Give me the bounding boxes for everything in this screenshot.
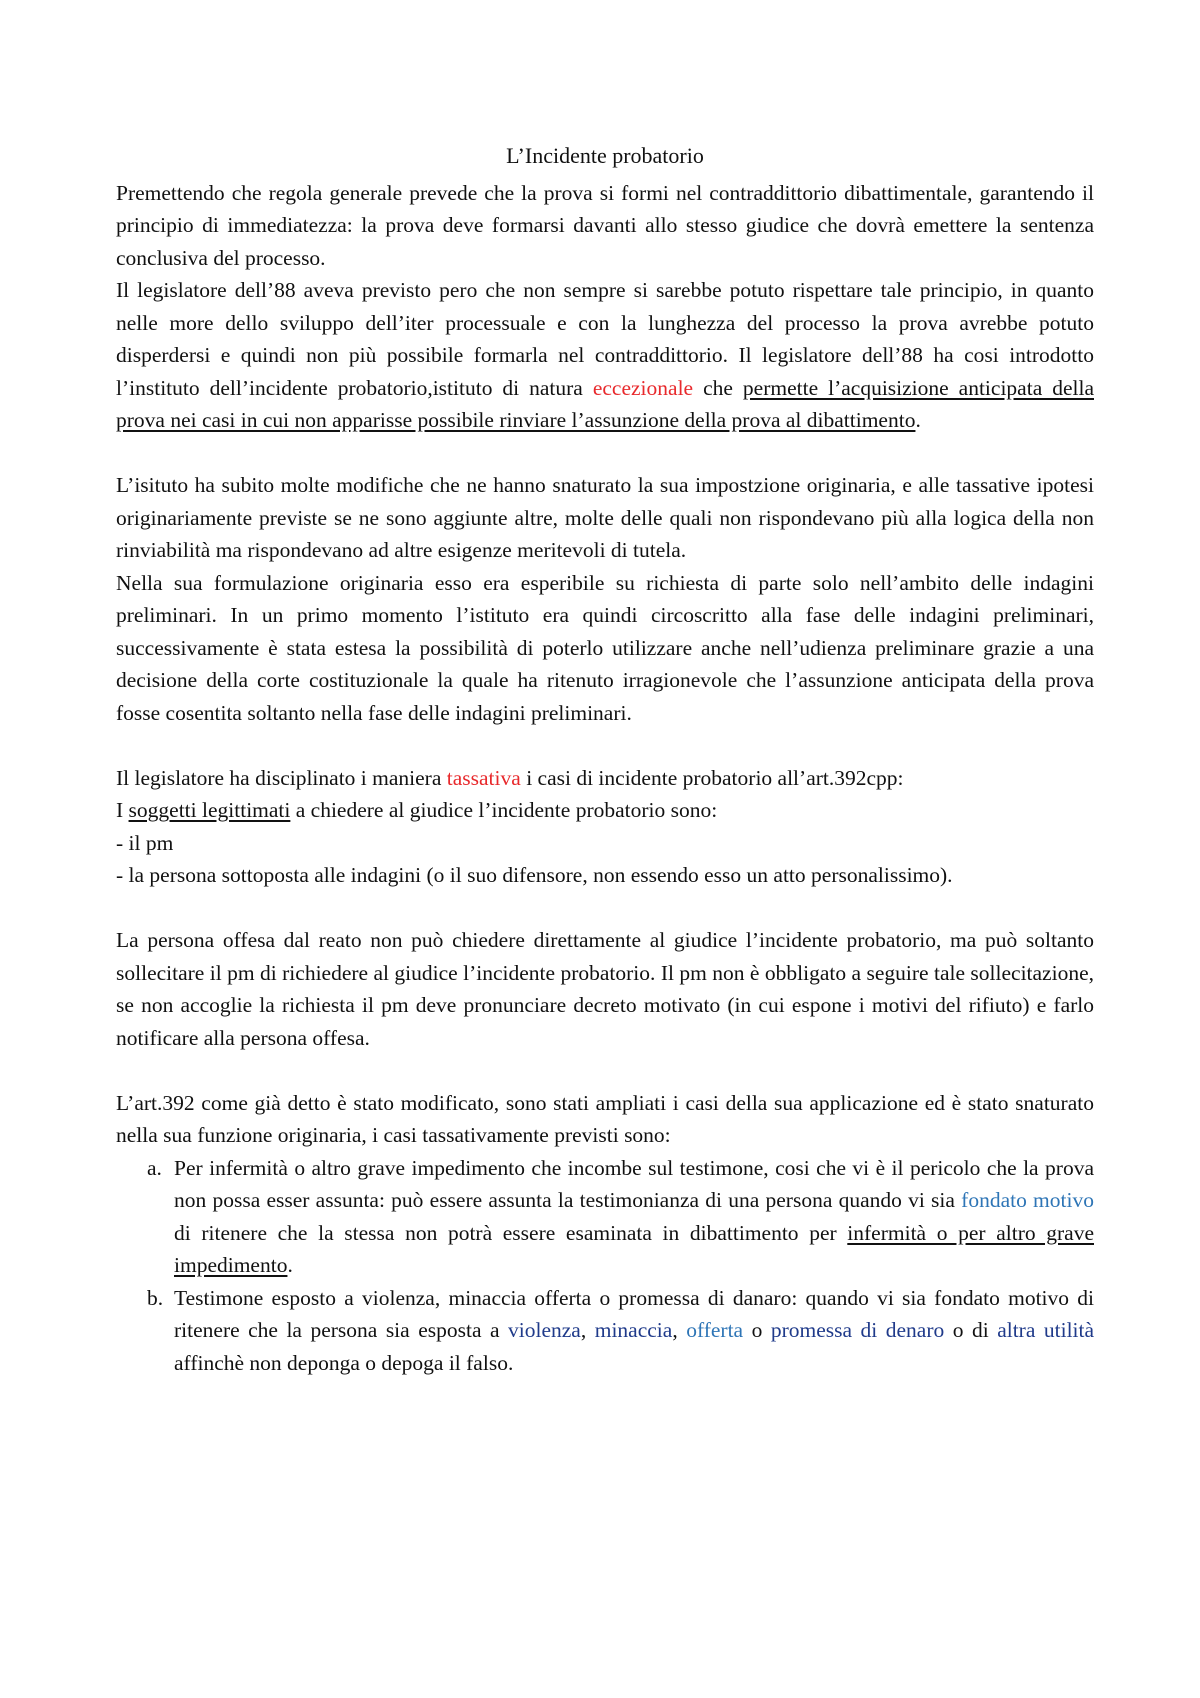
blank-line	[116, 892, 1094, 925]
case-text: .	[287, 1253, 293, 1277]
list-item-pm: - il pm	[116, 830, 174, 855]
emphasis-promessa-di-denaro: promessa di denaro	[770, 1318, 945, 1342]
emphasis-tassativa: tassativa	[446, 765, 521, 790]
case-text: o di	[944, 1318, 998, 1342]
list-marker: b.	[147, 1285, 164, 1310]
emphasis-violenza: violenza	[508, 1318, 581, 1342]
underlined-soggetti-legittimati: soggetti legittimati	[128, 798, 291, 822]
paragraph-modifications: L’isituto ha subito molte modifiche che ne hanno snaturato la sua impostzione originaria, e alle tassative ipotesi originariamente previste se ne sono aggiunte altre, molte delle quali non rispondevano più alla logica della non rinviabilità ma rispondevano ad altre esigenze meritevoli di tutela.	[116, 473, 1094, 562]
paragraph-text: .	[915, 408, 921, 432]
paragraph-text: a chiedere al giudice l’incidente probatorio sono:	[290, 798, 718, 822]
paragraph-art-392-modified: L’art.392 come già detto è stato modificato, sono stati ampliati i casi della sua applicazione ed è stato snaturato nella sua funzione originaria, i casi tassativamente previsti sono:	[116, 1090, 1094, 1147]
case-item-a	[116, 1152, 1094, 1282]
emphasis-eccezionale: eccezionale	[592, 375, 694, 400]
cases-list	[116, 1152, 1094, 1380]
paragraph-intro: Premettendo che regola generale prevede che la prova si formi nel contraddittorio dibattimentale, garantendo il principio di immediatezza: la prova deve formarsi davanti allo stesso giudice che dovrà emettere la sentenza conclusiva del processo.	[116, 180, 1094, 270]
case-text: Per infermità o altro grave impedimento che incombe sul testimone, cosi che vi è il pericolo che la prova non possa esser assunta: può essere assunta la testimonianza di una persona quando vi sia	[174, 1155, 1094, 1212]
case-text: affinchè non deponga o depoga il falso.	[174, 1350, 514, 1375]
document-title: L’Incidente probatorio	[506, 143, 704, 168]
emphasis-altra-utilita: altra utilità	[997, 1318, 1095, 1342]
paragraph-text: I	[116, 798, 129, 822]
paragraph-text: Il legislatore ha disciplinato i maniera	[116, 765, 447, 790]
case-text: ,	[580, 1318, 595, 1342]
paragraph-text: i casi di incidente probatorio all’art.392cpp:	[520, 765, 904, 790]
case-text: Testimone esposto a violenza, minaccia offerta o promessa di danaro: quando vi sia fondato motivo di ritenere che la persona sia esposta a	[174, 1285, 1094, 1342]
emphasis-fondato-motivo: fondato motivo	[961, 1188, 1094, 1212]
list-item-persona-sottoposta: - la persona sottoposta alle indagini (o il suo difensore, non essendo esso un atto personalissimo).	[116, 863, 953, 887]
blank-line	[116, 1054, 1094, 1087]
paragraph-original-formulation: Nella sua formulazione originaria esso era esperibile su richiesta di parte solo nell’ambito delle indagini preliminari. In un primo momento l’istituto era quindi circoscritto alla fase delle indagini preliminari, successivamente è stata estesa la possibilità di poterlo utilizzare anche nell’udienza preliminare grazie a una decisione della corte costituzionale la quale ha ritenuto irragionevole che l’assunzione anticipata della prova fosse cosentita soltanto nella fase delle indagini preliminari.	[116, 570, 1094, 725]
paragraph-art-392	[116, 762, 1094, 795]
underlined-definition: permette l’acquisizione anticipata della prova nei casi in cui non apparisse possibile rinviare l’assunzione della prova al dibattimento	[116, 375, 1094, 432]
emphasis-minaccia: minaccia	[594, 1318, 673, 1342]
underlined-infermita: infermità o per altro grave impedimento	[174, 1220, 1094, 1277]
emphasis-offerta: offerta	[686, 1318, 744, 1342]
case-text: ,	[672, 1318, 687, 1342]
case-text: di ritenere che la stessa non potrà essere esaminata in dibattimento per	[174, 1220, 848, 1245]
paragraph-text: Il legislatore dell’88 aveva previsto pero che non sempre si sarebbe potuto rispettare tale principio, in quanto nelle more dello sviluppo dell’iter processuale e con la lunghezza del processo la prova avrebbe potuto disperdersi e quindi non più possibile formarla nel contraddittorio. Il legislatore dell’88 ha cosi introdotto l’instituto dell’incidente probatorio,istituto di natura	[116, 278, 1094, 400]
blank-line	[116, 729, 1094, 762]
document-body	[116, 140, 1094, 1379]
blank-line	[116, 437, 1094, 470]
case-item-b	[116, 1282, 1094, 1380]
paragraph-text: che	[693, 375, 743, 400]
case-text: o	[743, 1318, 771, 1342]
paragraph-subjects	[116, 794, 1094, 827]
list-marker: a.	[147, 1155, 162, 1180]
paragraph-persona-offesa: La persona offesa dal reato non può chiedere direttamente al giudice l’incidente probatorio, ma può soltanto sollecitare il pm di richiedere al giudice l’incidente probatorio. Il pm non è obbligato a seguire tale sollecitazione, se non accoglie la richiesta il pm deve pronunciare decreto motivato (in cui espone i motivi del rifiuto) e farlo notificare alla persona offesa.	[116, 928, 1094, 1050]
paragraph-legislator-88	[116, 274, 1094, 437]
